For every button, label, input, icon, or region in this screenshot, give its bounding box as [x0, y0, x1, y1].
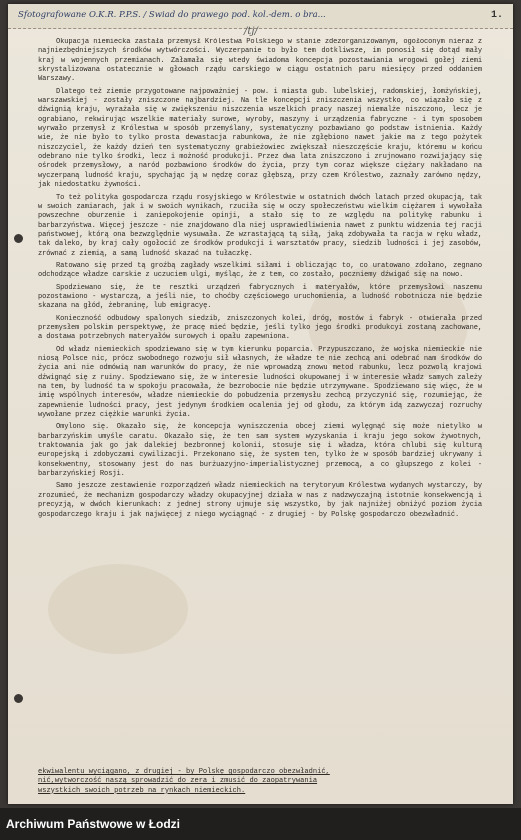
paragraph: To też polityka gospodarcza rządu rosyjskiego w Królestwie w ostatnich dwóch latach przed okupacją, tak w swoich zamiarach, jak i w swoich wynikach, rzuciła się w oczy społeczeństwu wielkim ciężarem i wywołała powszechne oburzenie i zaniepokojenie opinji, a stało się to ze względu na politykę rabunku i barbarzyństwa. Więcej jeszcze - nie znajdowano dla niej usprawiedliwienia nawet z punktu widzenia tej racji państwowej, którą ona bezwzględnie wysuwała. Ze wzrastającą tą siłą, jaką zdobywała ta racja w ręku władz, tak daleko, by kraj cały ogołocić ze środków produkcji i warsztatów pracy, siedzib ludności i jej zasobów, zrównać z ziemią, a samą ludność skazać na tułaczkę. [38, 193, 482, 258]
paragraph: Samo jeszcze zestawienie rozporządzeń władz niemieckich na terytoryum Królestwa wydanych wystarczy, by zrozumieć, że mechanizm gospodarczy władzy okupacyjnej działa w nas z nadzwyczajną istotnie konsekwencją i precyzją, w dwóch kierunkach: z jednej strony ujmuje się wszystko, by jak najniżej obniżyć poziom życia gospodarczego kraju i jak najwięcej z niego wyciągnąć - z drugiej - by Polskę gospodarczo obezwładnić. [38, 482, 482, 519]
text-line: nić,wytworczość naszą sprowadzić do zera i zmusić do zaopatrywania [38, 777, 318, 786]
page-number: 1. [490, 10, 503, 21]
text-line: ekwiwalentu wyciągano, z drugiej - by Polskę gospodarczo obezwładnić, [38, 768, 330, 776]
text-line: wszystkich swoich potrzeb na rynkach niemieckich. [38, 786, 246, 795]
archive-footer-bar [0, 808, 521, 840]
binder-hole [14, 694, 23, 703]
handwritten-mark: /tj/ [244, 26, 258, 37]
paragraph: Okupacja niemiecka zastała przemysł Królestwa Polskiego w stanie zdezorganizowanym, ogołoconym nieraz z najniezbędniejszych środków wytwórczości. Wyczerpanie to było tem dotkliwsze, im ponosił się dotąd mały kraj w wojennych przemianach. Załamała się wtedy świadoma koncepcja pozostawiania wrogowi gołej ziemi skrystalizowana ostatecznie w głowach rządu carskiego w ciągu ostatnich paru miesięcy przed oddaniem Warszawy. [38, 38, 482, 84]
handwritten-header-note: Sfotografowane O.K.R. P.P.S. / Swiad do prawego pod. kol.-dem. o bra... [18, 10, 326, 20]
archive-name: Archiwum Państwowe w Łodzi [6, 817, 181, 831]
final-underlined-lines [38, 768, 482, 796]
paragraph: Ratowano się przed tą groźbą zagłady wszelkimi siłami i obliczając to, co uratowano zdołano, zegnano odchodzące władze carskie z uczuciem ulgi, myśląc, że z tem, co zostało, poczniemy dźwigać się na nowo. [38, 261, 482, 280]
binder-hole [14, 234, 23, 243]
header-strip [8, 4, 513, 29]
document-page [8, 4, 513, 804]
paragraph: Od władz niemieckich spodziewano się w tym kierunku poparcia. Przypuszczano, że wojska niemieckie nie niosą Polsce nic, prócz swobodnego rozwoju sił własnych, że władze te nie zechcą ani odebrać nam środków do życia ani nie odmówią nam warunków do pracy, że nie wprowadzą znowu metod rabunku, lecz pozwolą krajowi dźwignąć się z ruiny. Spodziewano się, że w interesie ludności okupowanej i w interesie władz samych zależy na tem, by ludność ta w spokoju pracowała, że bezrobocie nie będzie utrzymywane. Spodziewano się więc, że w imię wspólnych interesów, władze niemieckie do pobudzenia przemysłu zechcą przyczynić się, rozumiejąc, że zapewnienie ludności pracy, jest jedynym środkiem ocalenia jej od głodu, za którym idą zazwyczaj rozruchy wywołane przez ciężkie warunki życia. [38, 345, 482, 420]
paragraph: Omylono się. Okazało się, że koncepcja wyniszczenia obcej ziemi wylęgnąć się może nietylko w barbarzyńskim umyśle caratu. Okazało się, że ten sam system wyzyskania i kraju jego sokow żywotnych, traktowania jak go jak dalekiej bezbronnej kolonii, stosuje się i władza, która chlubi się kulturą europejską i zdobyczami cywilizacji. Przekonano się, że system ten, tylko że w sposób bardziej ukrywany i konsekwentny, stosowany jest do nas burżuazyjno-imperialistycznej przemocą, a co głupszego z kolei - barbarzyńskiej Rosji. [38, 423, 482, 479]
paragraph: Spodziewano się, że te resztki urządzeń fabrycznych i materyałów, które przemysłowi naszemu pozostawiono - wystarczą, a jeśli nie, to choćby częściowego uruchomienia, a ludność robotnicza nie będzie skazana na głód, żebraninę, lub emigracyę. [38, 283, 482, 311]
typewritten-body [38, 38, 482, 768]
paragraph: Dlatego też ziemie przygotowane najpoważniej - pow. i miasta gub. lubelskiej, radomskiej, łomżyńskiej, warszawskiej - zostały zniszczone najbardziej. Na tle koncepcji zniszczenia wszystko, co wiązało się z dźwignią kraju, wyrażała się w zwiększeniu niszczenia wszelkich pracy naszej niemalże niszczono, lecz je ograbiano, rekwirując wszelkie materiały surowe, wyroby, maszyny i urządzenia fabryczne - i tym sposobem wyrwało przemysł z Królestwa w sposób przemyślany, systematyczny pozbawiano go podstaw istnienia. Każdy wie, że nie było to tylko prosta dewastacja rabunkowa, że nie zgłębiono nawet jakie ma z tego pożytek niszczyciel, że każdy dzień ten systematyczny grabieżowiec zwiększał nieszczęście kraju, któremu w końcu odebrano nie tylko środki, lecz i możność produkcji. Przez dwa lata zniszczono i zrujnowano rozwijający się ośrodek przemysłowy, a naród pozbawiono środków do życia, przy tym coraz większe ciężary nakładano na wyczerpaną ludność kraju, spychając ją w nędzę coraz głębszą, przy czem Królestwo, zaznały zarówno nędzy, jak niedostatku żywności. [38, 87, 482, 190]
paragraph: Konieczność odbudowy spalonych siedzib, zniszczonych kolei, dróg, mostów i fabryk - otwierała przed przemysłem polskim perspektywę, że pracę mieć będzie, jeśli tylko jego środki produkcyi zostaną zachowane, a dostawa potrzebnych materyałów surowych i opału zapewniona. [38, 314, 482, 342]
